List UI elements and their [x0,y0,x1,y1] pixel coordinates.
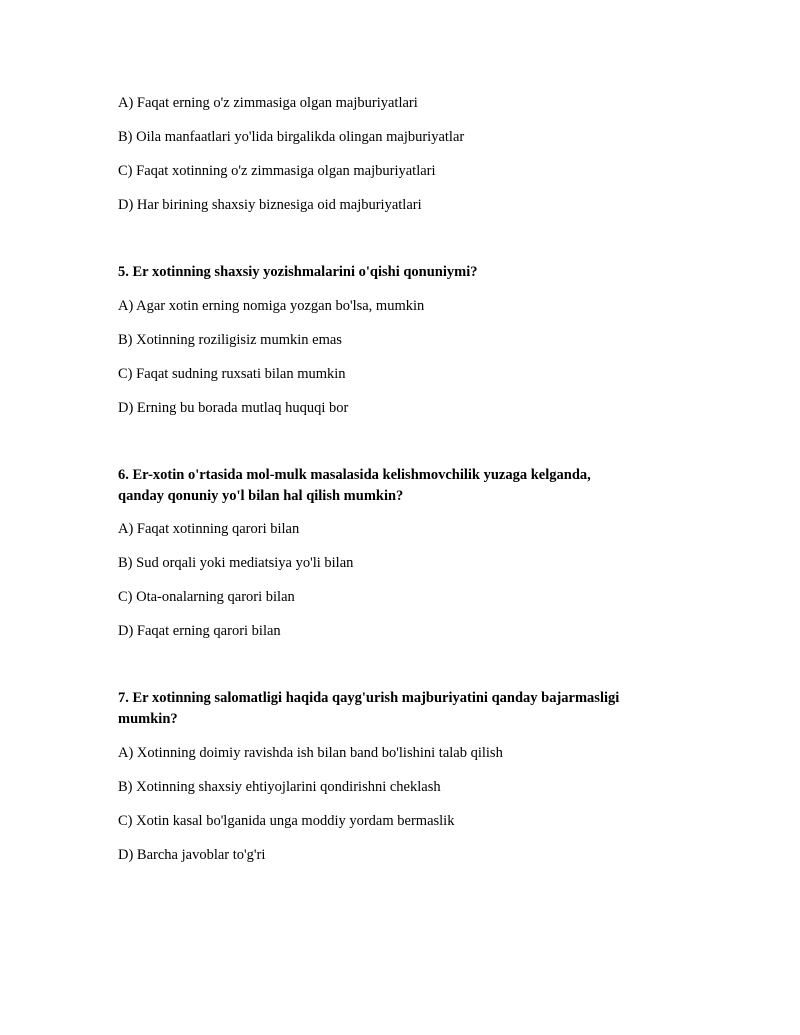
q5-option-d: D) Erning bu borada mutlaq huquqi bor [118,400,349,416]
q7-option-b: B) Xotinning shaxsiy ehtiyojlarini qondirishni cheklash [118,779,441,795]
q7-option-a: A) Xotinning doimiy ravishda ish bilan band bo'lishini talab qilish [118,745,503,761]
q5-option-c: C) Faqat sudning ruxsati bilan mumkin [118,366,346,382]
q6-option-c: C) Ota-onalarning qarori bilan [118,589,295,605]
question-6-line-2: qanday qonuniy yo'l bilan hal qilish mumkin? [118,488,404,504]
question-5: 5. Er xotinning shaxsiy yozishmalarini o'qishi qonuniymi? [118,264,478,280]
option-d: D) Har birining shaxsiy biznesiga oid majburiyatlari [118,197,422,213]
question-7-line-2: mumkin? [118,711,178,727]
q6-option-a: A) Faqat xotinning qarori bilan [118,521,300,537]
option-b: B) Oila manfaatlari yo'lida birgalikda olingan majburiyatlar [118,129,465,145]
option-c: C) Faqat xotinning o'z zimmasiga olgan majburiyatlari [118,163,436,179]
question-6-line-1: 6. Er-xotin o'rtasida mol-mulk masalasida kelishmovchilik yuzaga kelganda, [118,467,591,483]
q7-option-c: C) Xotin kasal bo'lganida unga moddiy yordam bermaslik [118,813,455,829]
q6-option-d: D) Faqat erning qarori bilan [118,623,281,639]
q5-option-a: A) Agar xotin erning nomiga yozgan bo'lsa, mumkin [118,298,425,314]
q7-option-d: D) Barcha javoblar to'g'ri [118,847,266,863]
q5-option-b: B) Xotinning roziligisiz mumkin emas [118,332,342,348]
question-7-line-1: 7. Er xotinning salomatligi haqida qayg'urish majburiyatini qanday bajarmasligi [118,690,620,706]
option-a: A) Faqat erning o'z zimmasiga olgan majburiyatlari [118,95,418,111]
q6-option-b: B) Sud orqali yoki mediatsiya yo'li bilan [118,555,354,571]
